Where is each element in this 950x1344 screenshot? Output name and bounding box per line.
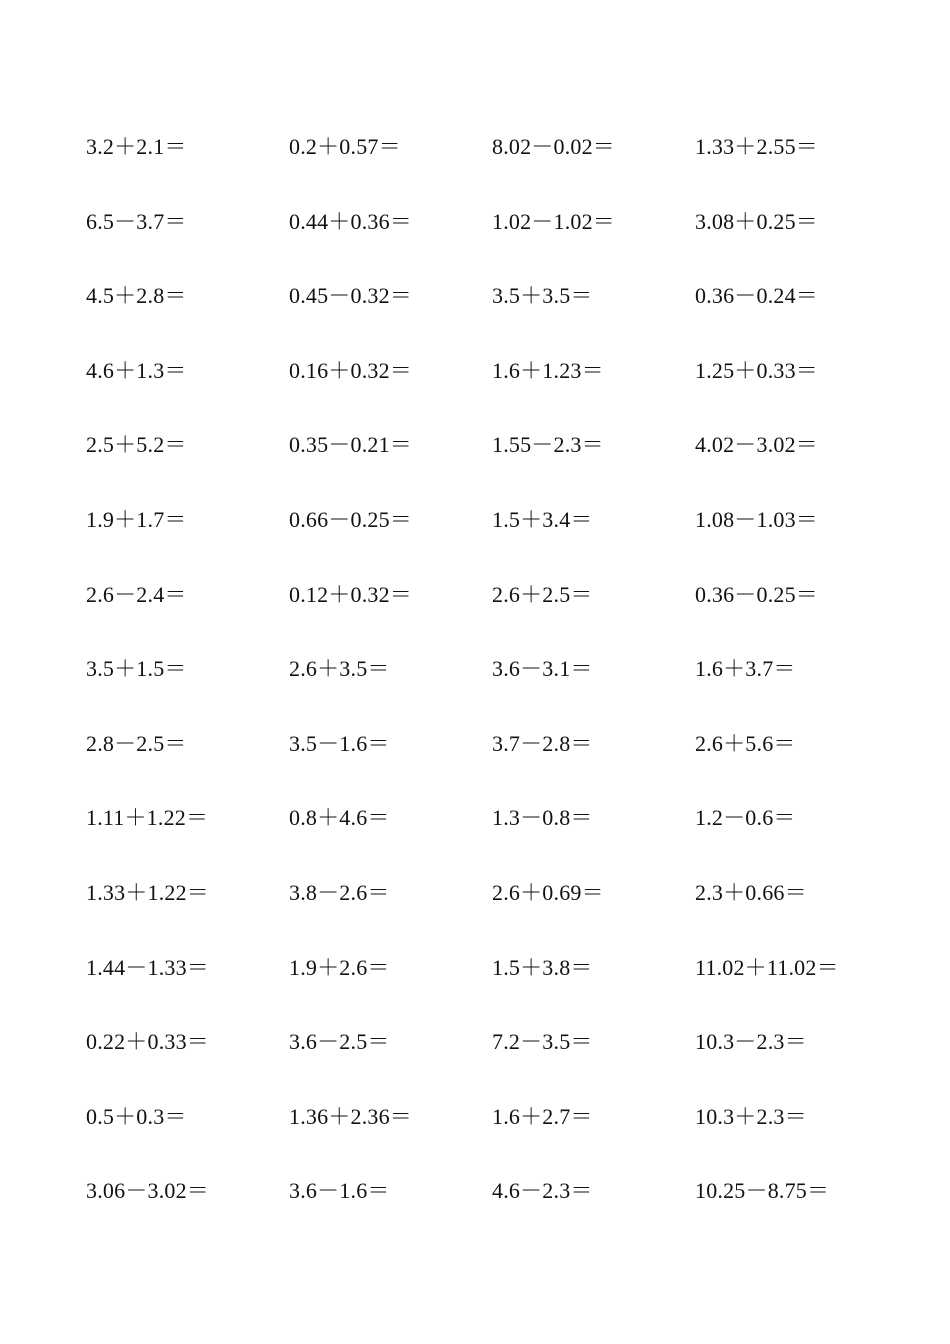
arithmetic-problem: 4.02－3.02＝: [695, 432, 819, 458]
arithmetic-problem: 1.2－0.6＝: [695, 805, 796, 831]
arithmetic-problem: 0.16＋0.32＝: [289, 357, 413, 383]
arithmetic-problem: 0.36－0.24＝: [695, 283, 819, 309]
arithmetic-problem: 4.6＋1.3＝: [86, 357, 187, 383]
arithmetic-problem: 4.6－2.3＝: [492, 1178, 593, 1204]
arithmetic-problem: 0.8＋4.6＝: [289, 805, 390, 831]
arithmetic-problem: 0.66－0.25＝: [289, 506, 413, 532]
arithmetic-problem: 0.5＋0.3＝: [86, 1103, 187, 1129]
arithmetic-problem: 1.25＋0.33＝: [695, 357, 819, 383]
arithmetic-problem: 3.6－3.1＝: [492, 656, 593, 682]
arithmetic-problem: 11.02＋11.02＝: [695, 954, 839, 980]
arithmetic-problem: 10.25－8.75＝: [695, 1178, 830, 1204]
arithmetic-problem: 3.08＋0.25＝: [695, 208, 819, 234]
arithmetic-problem: 1.11＋1.22＝: [86, 805, 209, 831]
arithmetic-problem: 4.5＋2.8＝: [86, 283, 187, 309]
arithmetic-problem: 0.12＋0.32＝: [289, 581, 413, 607]
arithmetic-problem: 1.9＋1.7＝: [86, 506, 187, 532]
arithmetic-problem: 1.5＋3.8＝: [492, 954, 593, 980]
arithmetic-problem: 6.5－3.7＝: [86, 208, 187, 234]
arithmetic-problem: 0.44＋0.36＝: [289, 208, 413, 234]
arithmetic-problem: 10.3－2.3＝: [695, 1029, 807, 1055]
arithmetic-problem: 1.08－1.03＝: [695, 506, 819, 532]
arithmetic-problem: 3.2＋2.1＝: [86, 134, 187, 159]
arithmetic-problem: 3.8－2.6＝: [289, 879, 390, 905]
arithmetic-problem: 3.7－2.8＝: [492, 730, 593, 756]
arithmetic-problem: 3.06－3.02＝: [86, 1178, 210, 1204]
arithmetic-problem: 0.36－0.25＝: [695, 581, 819, 607]
arithmetic-problem: 0.22＋0.33＝: [86, 1029, 210, 1055]
arithmetic-problem: 1.02－1.02＝: [492, 208, 616, 234]
arithmetic-problem: 1.44－1.33＝: [86, 954, 210, 980]
arithmetic-problem: 2.8－2.5＝: [86, 730, 187, 756]
arithmetic-problem: 2.6－2.4＝: [86, 581, 187, 607]
arithmetic-problem: 7.2－3.5＝: [492, 1029, 593, 1055]
arithmetic-problem: 0.2＋0.57＝: [289, 134, 401, 159]
arithmetic-problem: 2.6＋2.5＝: [492, 581, 593, 607]
arithmetic-problem: 1.6＋3.7＝: [695, 656, 796, 682]
arithmetic-problem: 2.6＋3.5＝: [289, 656, 390, 682]
arithmetic-problem: 1.6＋1.23＝: [492, 357, 604, 383]
arithmetic-problem: 3.5－1.6＝: [289, 730, 390, 756]
arithmetic-problem: 1.33＋1.22＝: [86, 879, 210, 905]
arithmetic-problem: 1.36＋2.36＝: [289, 1103, 413, 1129]
arithmetic-problem: 1.5＋3.4＝: [492, 506, 593, 532]
arithmetic-problem: 1.9＋2.6＝: [289, 954, 390, 980]
arithmetic-problem: 1.55－2.3＝: [492, 432, 604, 458]
arithmetic-problem: 2.5＋5.2＝: [86, 432, 187, 458]
arithmetic-problem-grid: [86, 130, 906, 1249]
arithmetic-problem: 3.6－2.5＝: [289, 1029, 390, 1055]
arithmetic-problem: 3.5＋3.5＝: [492, 283, 593, 309]
arithmetic-problem: 3.6－1.6＝: [289, 1178, 390, 1204]
arithmetic-problem: 1.3－0.8＝: [492, 805, 593, 831]
arithmetic-problem: 2.3＋0.66＝: [695, 879, 807, 905]
arithmetic-problem: 10.3＋2.3＝: [695, 1103, 807, 1129]
arithmetic-problem: 1.33＋2.55＝: [695, 134, 819, 159]
arithmetic-problem: 2.6＋0.69＝: [492, 879, 604, 905]
arithmetic-problem: 1.6＋2.7＝: [492, 1103, 593, 1129]
arithmetic-problem: 0.35－0.21＝: [289, 432, 413, 458]
arithmetic-problem: 8.02－0.02＝: [492, 134, 616, 159]
arithmetic-problem: 0.45－0.32＝: [289, 283, 413, 309]
arithmetic-problem: 2.6＋5.6＝: [695, 730, 796, 756]
arithmetic-problem: 3.5＋1.5＝: [86, 656, 187, 682]
